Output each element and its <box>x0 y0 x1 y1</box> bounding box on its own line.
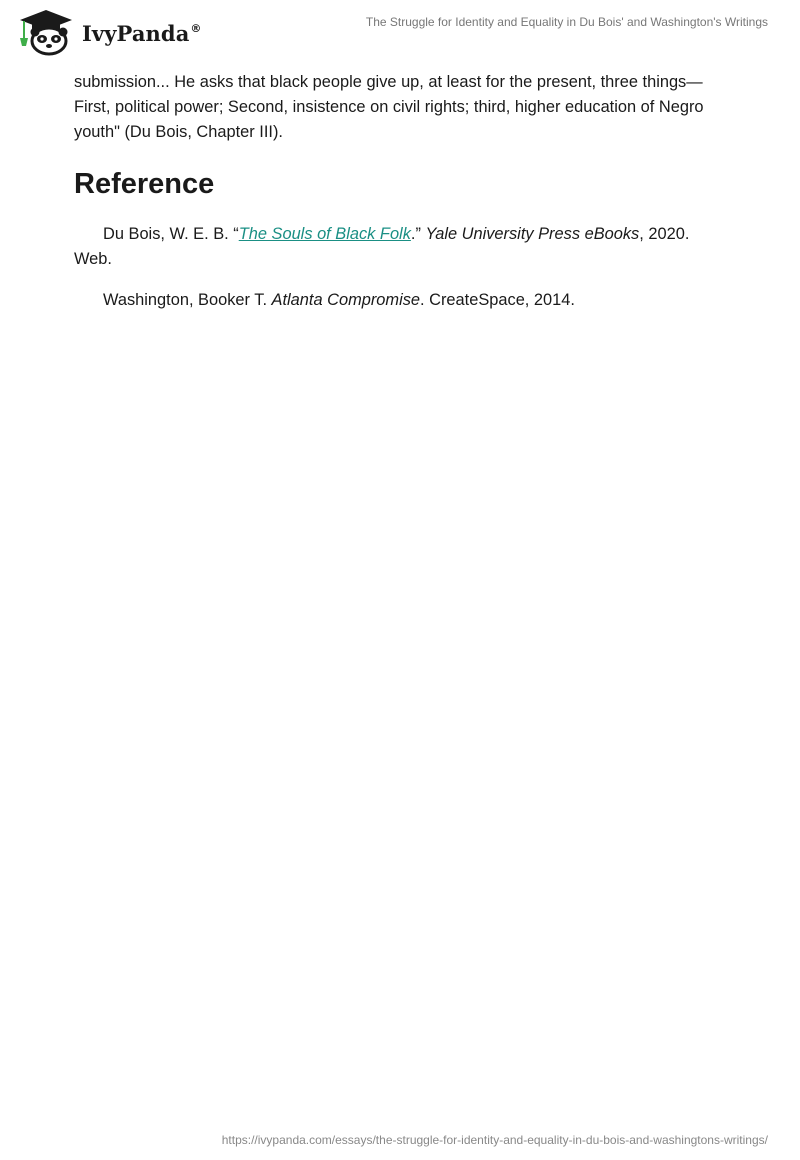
references-heading: Reference <box>74 168 215 200</box>
reference-item-dubois <box>74 222 726 272</box>
brand-name: IvyPanda® <box>82 20 202 46</box>
reference-author: Washington, Booker T. <box>103 291 272 309</box>
reference-punctuation: .” <box>410 225 426 243</box>
page-header <box>0 0 800 64</box>
paragraph-line-2: First, political power; Second, insistence on civil rights; third, higher education of Negro <box>74 98 704 116</box>
reference-author: Du Bois, W. E. B. “ <box>103 225 239 243</box>
reference-details: . CreateSpace, 2014. <box>420 291 575 309</box>
reference-details: , 2020. Web. <box>74 225 690 268</box>
registered-mark: ® <box>190 21 202 35</box>
document-body <box>74 70 726 329</box>
paragraph-line-1: submission... He asks that black people give up, at least for the present, three things— <box>74 73 703 91</box>
reference-item-washington <box>74 288 726 313</box>
body-paragraph <box>74 70 726 145</box>
brand-logo[interactable] <box>16 8 202 56</box>
panda-graduation-cap-icon <box>16 8 76 56</box>
footer-url[interactable]: https://ivypanda.com/essays/the-struggle-for-identity-and-equality-in-du-bois-and-washingtons-writings/ <box>221 1133 768 1147</box>
reference-title-link[interactable]: The Souls of Black Folk <box>238 225 411 243</box>
reference-publisher: Yale University Press eBooks <box>425 225 640 243</box>
document-title: The Struggle for Identity and Equality in Du Bois' and Washington's Writings <box>365 15 768 29</box>
reference-title: Atlanta Compromise <box>271 291 421 309</box>
paragraph-line-3: youth" (Du Bois, Chapter III). <box>74 123 283 141</box>
